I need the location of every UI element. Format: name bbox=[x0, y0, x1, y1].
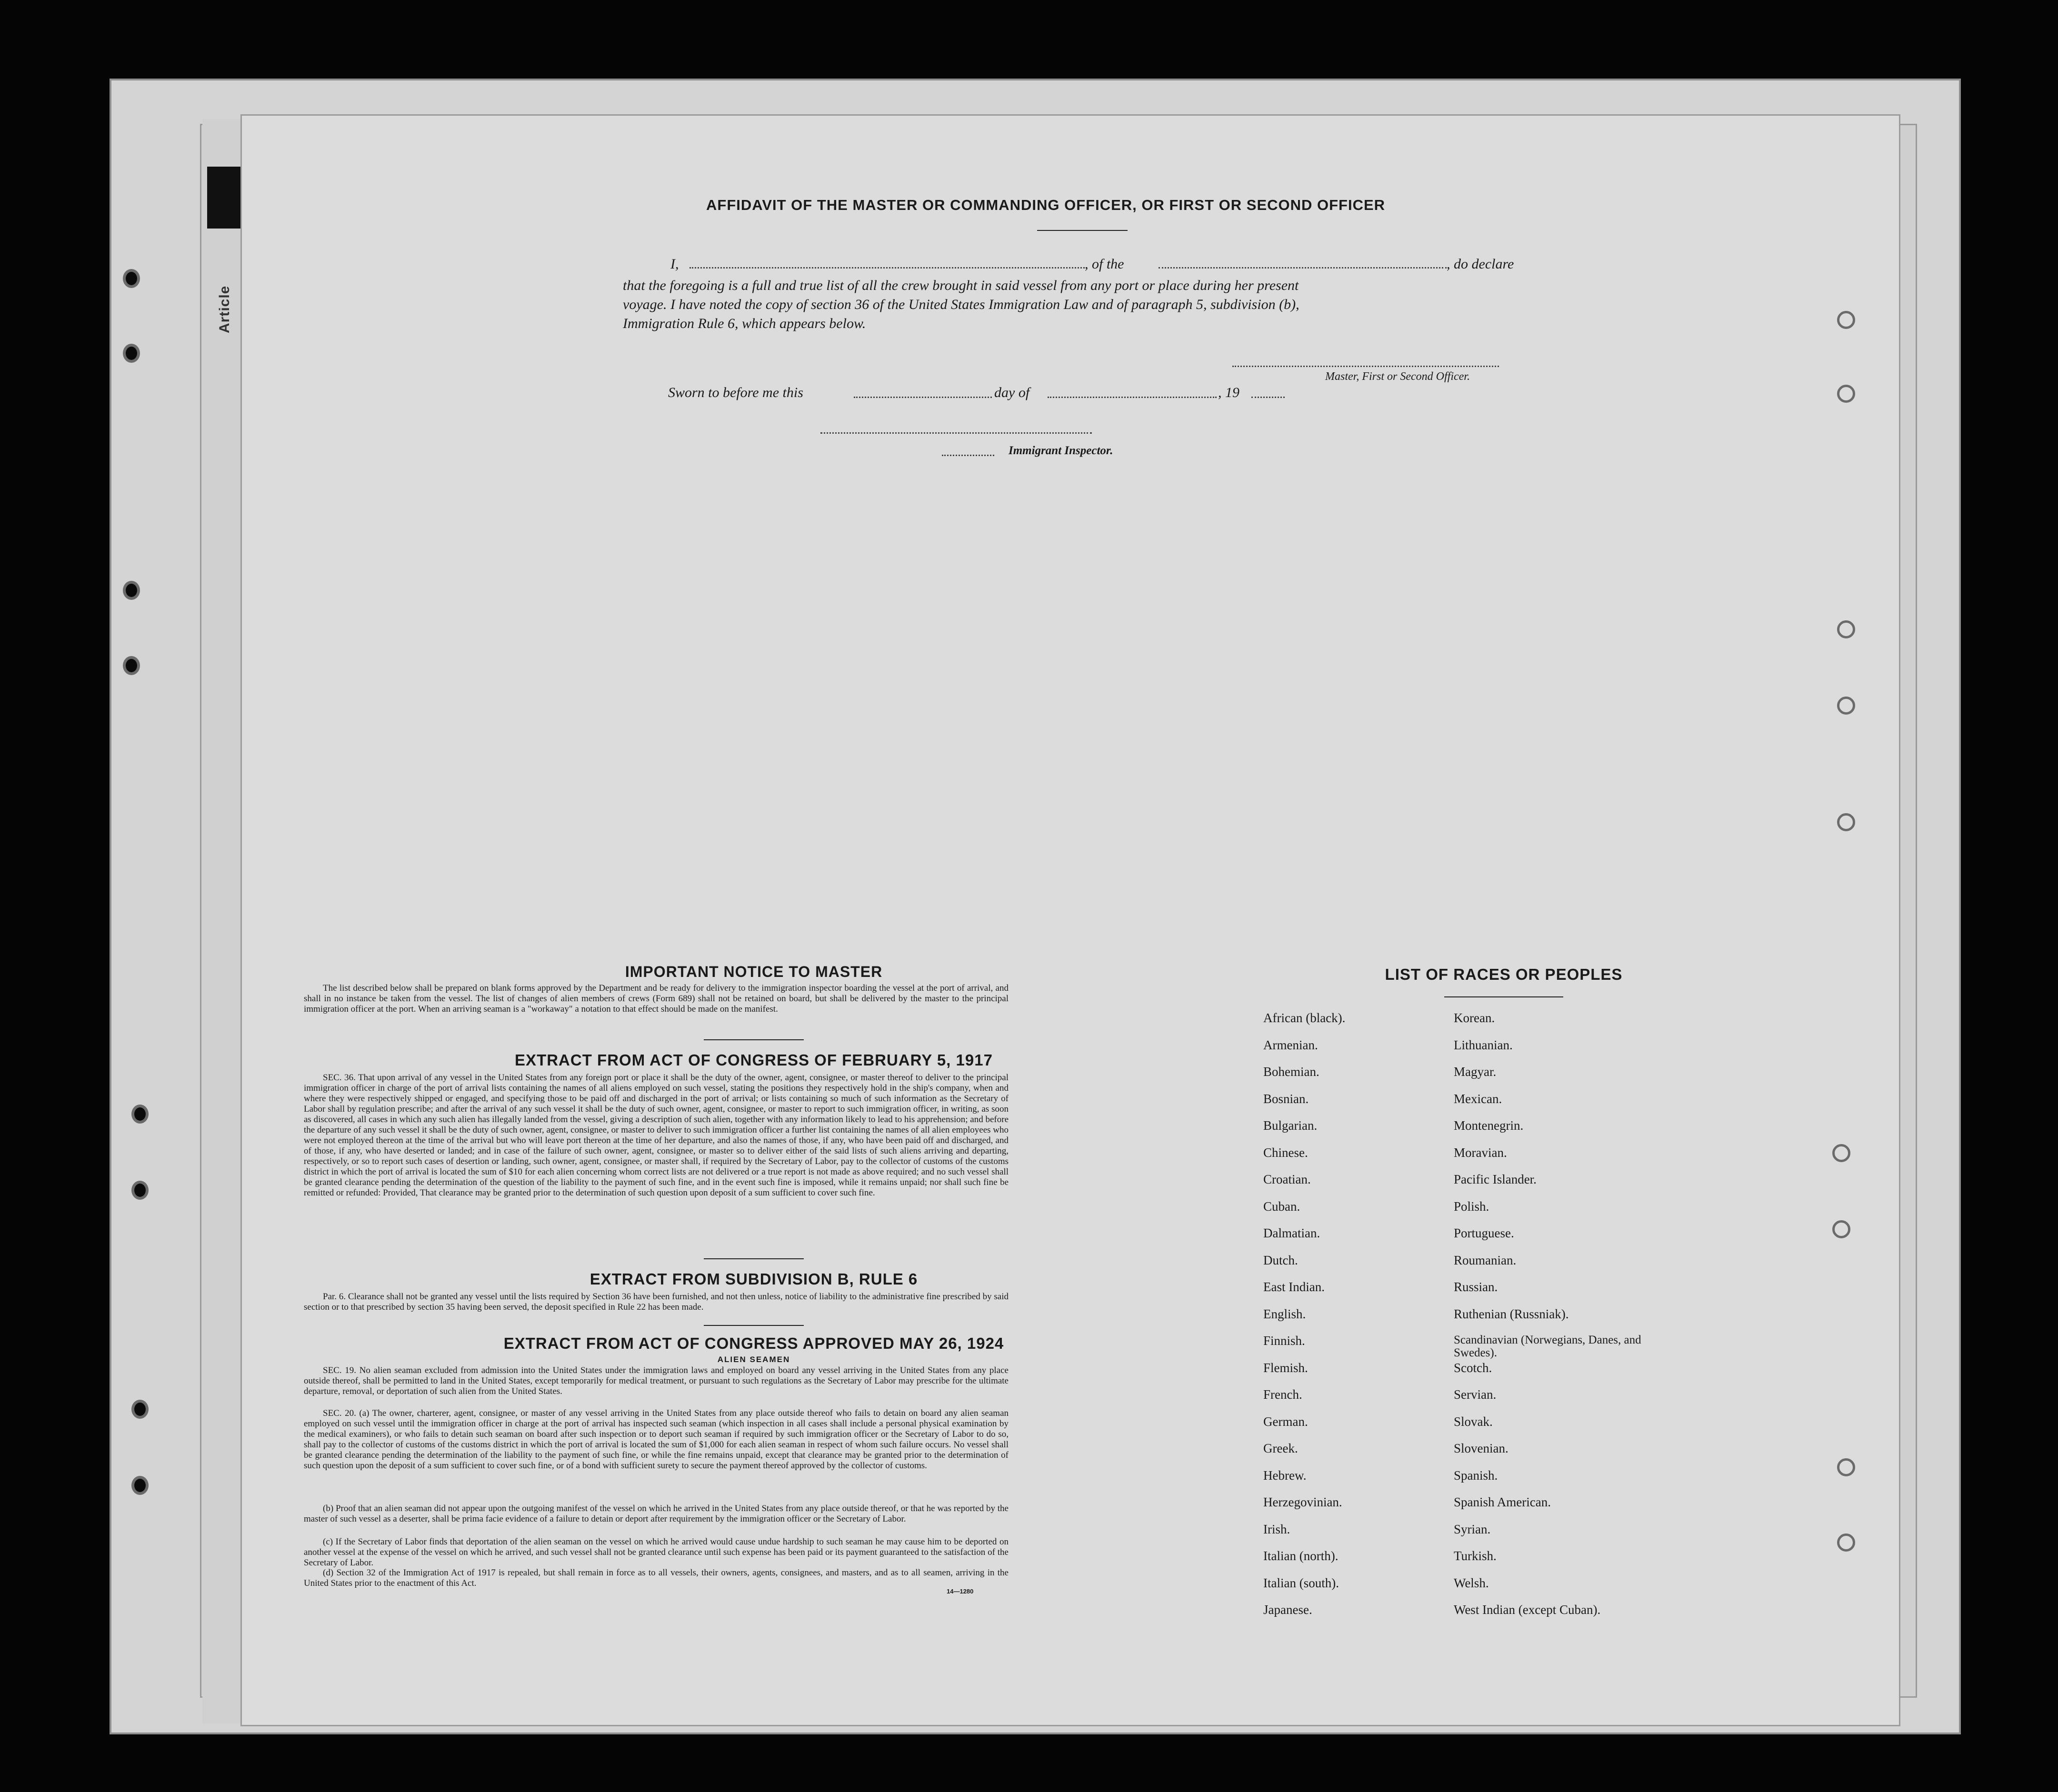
affidavit-i: I, bbox=[670, 256, 679, 272]
form-number: 14—1280 bbox=[947, 1588, 974, 1595]
race-item: Servian. bbox=[1454, 1387, 1497, 1402]
race-item: Japanese. bbox=[1263, 1603, 1312, 1617]
binder-hole bbox=[123, 656, 140, 675]
notice-body: The list described below shall be prepared on blank forms approved by the Department and be ready for delivery to the immigration inspector boarding the vessel at the port of arrival, and shall in no instance be taken from the vessel. The list of changes of alien members of crews (Form 689) shall not be retained on board, but shall be delivered by the master to the principal immigration officer at the port. When an arriving seaman is a "workaway" a notation to that effect should be made on the manifest. bbox=[304, 983, 1009, 1014]
vessel-blank[interactable] bbox=[1159, 267, 1447, 269]
race-item: Spanish American. bbox=[1454, 1495, 1551, 1509]
binder-hole bbox=[123, 269, 140, 288]
binder-ring bbox=[1837, 385, 1855, 403]
race-item: Chinese. bbox=[1263, 1145, 1308, 1160]
race-item: German. bbox=[1263, 1414, 1308, 1429]
race-item: Bosnian. bbox=[1263, 1091, 1309, 1106]
race-item: Spanish. bbox=[1454, 1468, 1498, 1483]
affidavit-line2: that the foregoing is a full and true list of all the crew brought in said vessel from any port or place during her present bbox=[623, 278, 1299, 293]
races-column-2 bbox=[1454, 1011, 1654, 1630]
binder-ring bbox=[1837, 311, 1855, 329]
race-item: Slovenian. bbox=[1454, 1441, 1509, 1455]
race-item: Pacific Islander. bbox=[1454, 1172, 1537, 1186]
year-blank[interactable] bbox=[1251, 397, 1285, 398]
extract-1917-body: SEC. 36. That upon arrival of any vessel in the United States from any foreign port or place it shall be the duty of the owner, agent, consignee, or master thereof to deliver to the principal immigration officer in charge of the port of arrival lists containing the names of all aliens employed on such vessel, stating the positions they respectively hold in the ship's company, when and where they were respectively shipped or engaged, and specifying those to be paid off and discharged in the port of arrival; or lists containing so much of such information as the Secretary of Labor shall by regulation prescribe; and after the arrival of any such vessel it shall be the duty of such owner, agent, consignee, or master to report to such immigration officer, in writing, as soon as discovered, all cases in which any such alien has illegally landed from the vessel, giving a description of such alien, together with any information likely to lead to his apprehension; and before the departure of any such vessel it shall be the duty of such owner, agent, consignee, or master to deliver to such immigration officer a further list containing the names of all alien employees who were not employed thereon at the time of the arrival but who will leave port thereon at the time of her departure, and also the names of those, if any, who have been paid off and discharged, and of those, if any, who have deserted or landed; and in case of the failure of such owner, agent, consignee, or master so to deliver either of the said lists of such aliens arriving and departing, respectively, or so to report such cases of desertion or landing, such owner, agent, consignee, or master shall, if required by the Secretary of Labor, pay to the collector of customs of the customs district in which the port of arrival is located the sum of $10 for each alien concerning whom correct lists are not delivered or a true report is not made as above required; and no such vessel shall be granted clearance pending the determination of the question of the liability to the payment of such fine, and in the event such fine is imposed, while it remains unpaid; nor shall such fine be remitted or refunded: Provided, That clearance may be granted prior to the determination of such question upon deposit of a sum sufficient to cover such fine. bbox=[304, 1073, 1009, 1198]
binder-ring bbox=[1832, 1220, 1850, 1238]
margin-tab-label: Article bbox=[217, 285, 232, 333]
day-of-label: day of bbox=[994, 385, 1030, 400]
binder-hole bbox=[131, 1105, 149, 1124]
sec20b-body: (b) Proof that an alien seaman did not appear upon the outgoing manifest of the vessel on which he arrived in the United States from any place outside thereof, or that he was reported by the master of such vessel as a deserter, shall be prima facie evidence of a failure to detain or deport after requirement by the immigration officer or the Secretary of Labor. bbox=[304, 1503, 1009, 1524]
race-item: Finnish. bbox=[1263, 1334, 1305, 1348]
race-item: Magyar. bbox=[1454, 1065, 1497, 1079]
race-item: Croatian. bbox=[1263, 1172, 1311, 1186]
affidavit-line4: Immigration Rule 6, which appears below. bbox=[623, 316, 866, 331]
extract-1924-title: EXTRACT FROM ACT OF CONGRESS APPROVED MAY 26, 1924 bbox=[503, 1334, 1004, 1352]
races-title: LIST OF RACES OR PEOPLES bbox=[1385, 966, 1623, 983]
extract-1924-subtitle: ALIEN SEAMEN bbox=[717, 1355, 790, 1364]
binder-hole bbox=[131, 1476, 149, 1495]
race-item: Bulgarian. bbox=[1263, 1118, 1318, 1133]
binder-ring bbox=[1837, 620, 1855, 638]
affidavit-title: AFFIDAVIT OF THE MASTER OR COMMANDING OFFICER, OR FIRST OR SECOND OFFICER bbox=[706, 197, 1386, 213]
year-label: , 19 bbox=[1218, 385, 1239, 400]
title-rule bbox=[1037, 230, 1128, 231]
page-number-mark bbox=[207, 167, 240, 229]
sworn-day-blank[interactable] bbox=[854, 397, 992, 398]
race-item: Italian (south). bbox=[1263, 1575, 1339, 1590]
race-item: Herzegovinian. bbox=[1263, 1495, 1342, 1509]
binder-ring bbox=[1837, 697, 1855, 715]
race-item: Bohemian. bbox=[1263, 1065, 1319, 1079]
race-item: Hebrew. bbox=[1263, 1468, 1307, 1483]
rule6-body: Par. 6. Clearance shall not be granted any vessel until the lists required by Section 36 have been furnished, and not then unless, notice of liability to the administrative fine prescribed by said section or to that prescribed by section 35 having been served, the deposit specified in Rule 22 has been made. bbox=[304, 1292, 1009, 1312]
race-item: Armenian. bbox=[1263, 1037, 1318, 1052]
binder-ring bbox=[1837, 813, 1855, 831]
race-item: Roumanian. bbox=[1454, 1253, 1517, 1267]
sworn-month-blank[interactable] bbox=[1048, 397, 1217, 398]
extract-1917-rule bbox=[704, 1258, 804, 1259]
race-item: East Indian. bbox=[1263, 1280, 1325, 1294]
notice-title: IMPORTANT NOTICE TO MASTER bbox=[625, 963, 883, 980]
sec19-body: SEC. 19. No alien seaman excluded from admission into the United States under the immigration laws and employed on board any vessel arriving in the United States from any place outside thereof, shall be permitted to land in the United States, except temporarily for medical treatment, or pursuant to such regulations as the Secretary of Labor may prescribe for the ultimate departure, removal, or deportation of such alien from the United States. bbox=[304, 1365, 1009, 1396]
race-item: Ruthenian (Russniak). bbox=[1454, 1306, 1569, 1321]
binder-ring bbox=[1837, 1533, 1855, 1552]
race-item: Scotch. bbox=[1454, 1360, 1492, 1375]
race-item: Italian (north). bbox=[1263, 1549, 1339, 1563]
binder-ring bbox=[1837, 1458, 1855, 1476]
race-item: Dutch. bbox=[1263, 1253, 1298, 1267]
binder-hole bbox=[123, 344, 140, 363]
inspector-blank[interactable] bbox=[820, 432, 1092, 434]
extract-1917-title: EXTRACT FROM ACT OF CONGRESS OF FEBRUARY 5, 1917 bbox=[515, 1051, 993, 1069]
inspector-prefix-blank[interactable] bbox=[942, 455, 994, 456]
sec20d-body: (d) Section 32 of the Immigration Act of 1917 is repealed, but shall remain in force as to all vessels, their owners, agents, consignees, and masters, and as to all seamen, arriving in the United States prior to the enactment of this Act. bbox=[304, 1568, 1009, 1588]
sworn-label: Sworn to before me this bbox=[668, 385, 803, 400]
race-item: Montenegrin. bbox=[1454, 1118, 1524, 1133]
race-item: Irish. bbox=[1263, 1522, 1290, 1536]
race-item: Russian. bbox=[1454, 1280, 1498, 1294]
race-item: Dalmatian. bbox=[1263, 1226, 1320, 1240]
race-item: Slovak. bbox=[1454, 1414, 1493, 1429]
race-item: Turkish. bbox=[1454, 1549, 1497, 1563]
race-item: West Indian (except Cuban). bbox=[1454, 1603, 1601, 1617]
races-rule bbox=[1444, 996, 1563, 997]
race-item: Greek. bbox=[1263, 1441, 1298, 1455]
inspector-label: Immigrant Inspector. bbox=[1009, 444, 1113, 457]
race-item: Polish. bbox=[1454, 1199, 1489, 1214]
race-item: English. bbox=[1263, 1306, 1306, 1321]
signature-blank[interactable] bbox=[1232, 366, 1499, 367]
race-item: Cuban. bbox=[1263, 1199, 1300, 1214]
notice-rule bbox=[704, 1039, 804, 1040]
race-item: Scandinavian (Norwegians, Danes, and Swedes). bbox=[1454, 1334, 1641, 1359]
race-item: Syrian. bbox=[1454, 1522, 1491, 1536]
manifest-page bbox=[240, 114, 1900, 1726]
binder-hole bbox=[131, 1181, 149, 1200]
sec20c-body: (c) If the Secretary of Labor finds that deportation of the alien seaman on the vessel on which he arrived would cause undue hardship to such seaman he may cause him to be deported on another vessel at the expense of the vessel on which he arrived, and such vessel shall not be granted clearance until such expense has been paid or its payment guaranteed to the satisfaction of the Secretary of Labor. bbox=[304, 1537, 1009, 1568]
affidavit-do-declare: , do declare bbox=[1447, 256, 1514, 272]
race-item: Portuguese. bbox=[1454, 1226, 1514, 1240]
binder-hole bbox=[131, 1400, 149, 1419]
race-item: Moravian. bbox=[1454, 1145, 1507, 1160]
binder-hole bbox=[123, 581, 140, 600]
binder-ring bbox=[1832, 1144, 1850, 1162]
race-item: Flemish. bbox=[1263, 1360, 1308, 1375]
race-item: Welsh. bbox=[1454, 1575, 1489, 1590]
races-column-1 bbox=[1263, 1011, 1444, 1630]
signature-label: Master, First or Second Officer. bbox=[1325, 370, 1470, 383]
affidavit-line3: voyage. I have noted the copy of section 36 of the United States Immigration Law and of paragraph 5, subdivision (b), bbox=[623, 297, 1299, 312]
race-item: French. bbox=[1263, 1387, 1302, 1402]
race-item: Lithuanian. bbox=[1454, 1037, 1513, 1052]
left-margin-strip bbox=[202, 119, 241, 1723]
affidavit-of-the: , of the bbox=[1085, 256, 1124, 272]
race-item: Mexican. bbox=[1454, 1091, 1502, 1106]
race-item: African (black). bbox=[1263, 1011, 1346, 1025]
rule6-title: EXTRACT FROM SUBDIVISION B, RULE 6 bbox=[589, 1270, 918, 1288]
rule6-rule bbox=[704, 1325, 804, 1326]
sec20a-body: SEC. 20. (a) The owner, charterer, agent, consignee, or master of any vessel arriving in the United States from any place outside thereof who fails to detain on board any alien seaman employed on such vessel until the immigration officer in charge at the port of arrival has inspected such seaman (which inspection in all cases shall include a personal physical examination by the medical examiners), or who fails to detain such seaman on board after such inspection or to deport such seaman if required by such immigration officer or the Secretary of Labor to do so, shall pay to the collector of customs of the customs district in which the port of arrival is located the sum of $1,000 for each alien seaman in respect of whom such failure occurs. No vessel shall be granted clearance pending the determination of the liability to the payment of such fine, or while the fine remains unpaid, except that clearance may be granted prior to the determination of such question upon the deposit of a sum sufficient to cover such fine, or of a bond with sufficient surety to secure the payment thereof approved by the collector of customs. bbox=[304, 1408, 1009, 1471]
race-item: Korean. bbox=[1454, 1011, 1495, 1025]
name-blank[interactable] bbox=[689, 267, 1085, 269]
